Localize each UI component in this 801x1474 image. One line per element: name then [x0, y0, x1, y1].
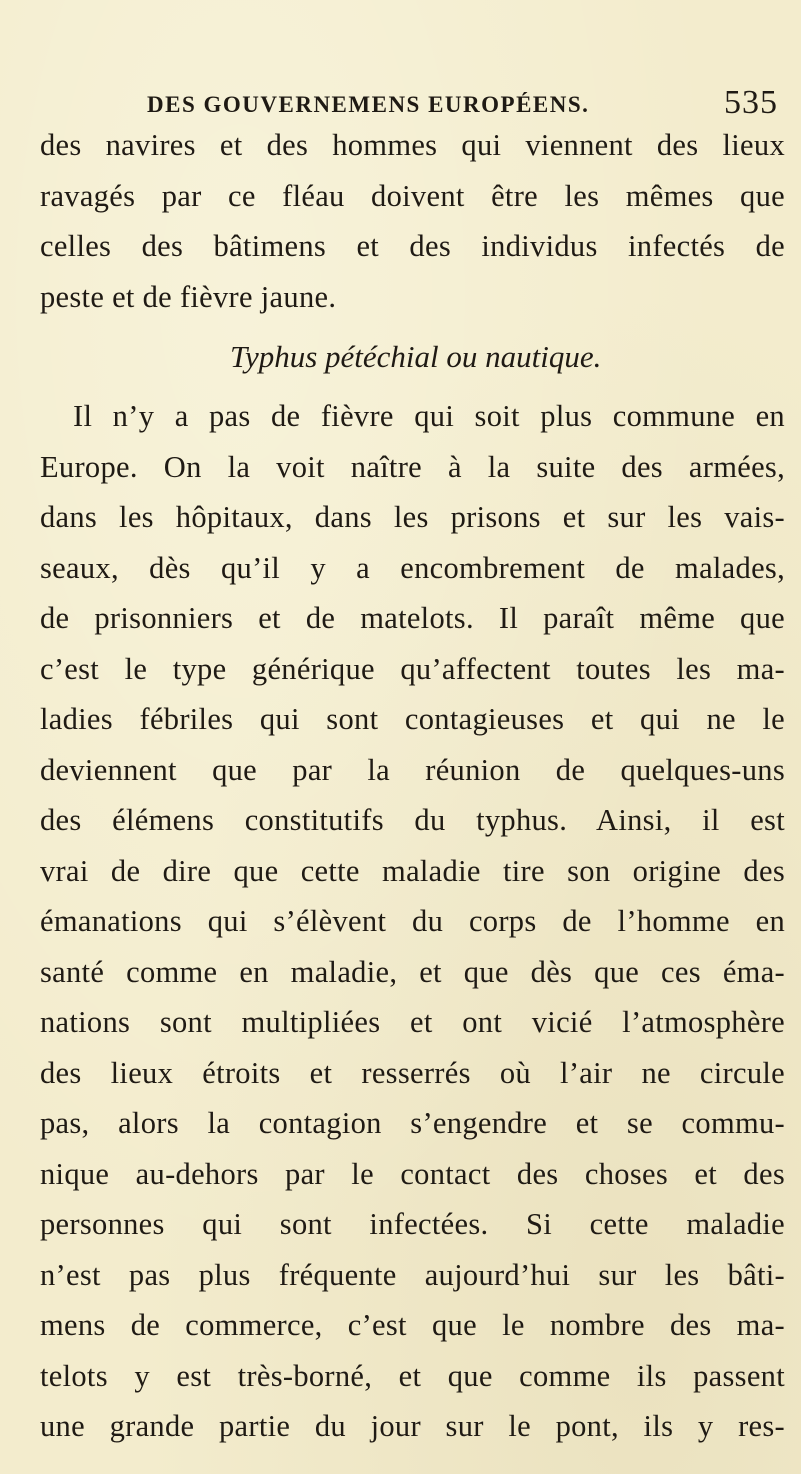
text-line: pas, alors la contagion s’engendre et se commu-: [40, 1106, 785, 1140]
text-line: ladies fébriles qui sont contagieuses et qui ne le: [40, 702, 785, 736]
paragraph-1: [40, 120, 785, 322]
text-line: Il n’y a pas de fièvre qui soit plus commune en: [73, 399, 785, 433]
text-line: personnes qui sont infectées. Si cette maladie: [40, 1207, 785, 1241]
text-line: Europe. On la voit naître à la suite des armées,: [40, 449, 785, 484]
text-line: mens de commerce, c’est que le nombre des ma-: [40, 1308, 785, 1342]
text-line: c’est le type générique qu’affectent toutes les ma-: [40, 651, 785, 686]
page-header: [112, 78, 792, 122]
text-line: nations sont multipliées et ont vicié l’atmosphère: [40, 1005, 785, 1039]
page-number: 535: [724, 84, 778, 121]
text-line: santé comme en maladie, et que dès que ces éma-: [40, 954, 785, 989]
text-line: des navires et des hommes qui viennent des lieux: [40, 128, 785, 162]
text-line: seaux, dès qu’il y a encombrement de malades,: [40, 550, 785, 585]
text-line: une grande partie du jour sur le pont, ils y res-: [40, 1409, 785, 1443]
text-line: dans les hôpitaux, dans les prisons et sur les vais-: [40, 500, 785, 534]
section-heading: Typhus pétéchial ou nautique.: [230, 339, 602, 374]
text-line: telots y est très-borné, et que comme ils passent: [40, 1358, 785, 1393]
text-line: nique au-dehors par le contact des choses et des: [40, 1156, 785, 1191]
text-line: émanations qui s’élèvent du corps de l’homme en: [40, 904, 785, 938]
text-line: ravagés par ce fléau doivent être les mêmes que: [40, 178, 785, 213]
text-line: des élémens constitutifs du typhus. Ainsi, il est: [40, 803, 785, 837]
running-title: DES GOUVERNEMENS EUROPÉENS.: [147, 92, 590, 117]
text-line: n’est pas plus fréquente aujourd’hui sur les bâti-: [40, 1257, 785, 1292]
text-line: des lieux étroits et resserrés où l’air ne circule: [40, 1055, 785, 1090]
body-text: [40, 120, 785, 1452]
text-line: celles des bâtimens et des individus infectés de: [40, 229, 785, 263]
text-line: vrai de dire que cette maladie tire son origine des: [40, 853, 785, 888]
paragraph-2: [40, 391, 785, 1452]
text-line: peste et de fièvre jaune.: [40, 279, 337, 314]
text-line: de prisonniers et de matelots. Il paraît même que: [40, 601, 785, 635]
text-line: deviennent que par la réunion de quelques-uns: [40, 752, 785, 787]
